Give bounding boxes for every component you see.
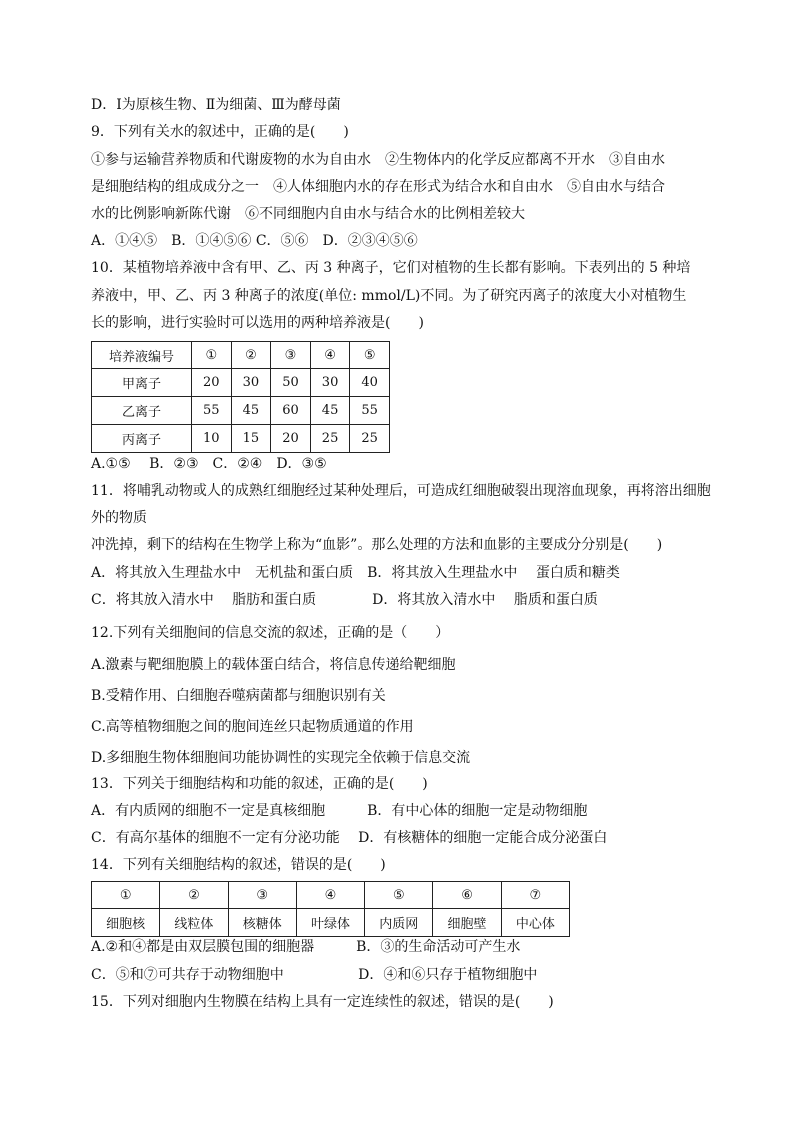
table-row — [92, 425, 390, 453]
table-cell: 丙离子 — [92, 425, 192, 453]
table-cell: 15 — [231, 425, 271, 453]
table-cell: 30 — [231, 369, 271, 397]
table-header-cell: ③ — [271, 342, 311, 369]
q9-statements-1: ①参与运输营养物质和代谢废物的水为自由水 ②生物体内的化学反应都离不开水 ③自由水 — [91, 152, 665, 168]
table-cell: 内质网 — [365, 909, 433, 937]
table-cell: 10 — [192, 425, 232, 453]
ion-concentration-table — [91, 341, 390, 453]
cell-structure-table — [91, 881, 570, 937]
q15-stem: 15．下列对细胞内生物膜在结构上具有一定连续性的叙述，错误的是( ) — [91, 994, 554, 1010]
table-cell: ① — [92, 882, 160, 909]
table-cell: 20 — [192, 369, 232, 397]
q11-stem-1: 11．将哺乳动物或人的成熟红细胞经过某种处理后，可造成红细胞破裂出现溶血现象，再将溶出细胞 — [91, 483, 711, 499]
q11-options-cd: C．将其放入清水中 脂肪和蛋白质 D．将其放入清水中 脂质和蛋白质 — [91, 592, 598, 608]
table-header-cell: 培养液编号 — [92, 342, 192, 369]
table-cell: ⑤ — [365, 882, 433, 909]
q9-statements-2: 是细胞结构的组成成分之一 ④人体细胞内水的存在形式为结合水和自由水 ⑤自由水与结合 — [91, 179, 665, 195]
table-row — [92, 909, 570, 937]
table-cell: 甲离子 — [92, 369, 192, 397]
table-row — [92, 882, 570, 909]
table-cell: ④ — [296, 882, 364, 909]
table-cell: 细胞核 — [92, 909, 160, 937]
q12-stem: 12.下列有关细胞间的信息交流的叙述，正确的是（ ） — [91, 625, 450, 641]
table-cell: 40 — [350, 369, 390, 397]
table-cell: 25 — [310, 425, 350, 453]
q14-options-cd: C．⑤和⑦可共存于动物细胞中 D．④和⑥只存于植物细胞中 — [91, 967, 538, 983]
q11-stem-2: 外的物质 — [91, 510, 147, 526]
table-cell: 25 — [350, 425, 390, 453]
table-cell: 60 — [271, 397, 311, 425]
table-header-cell: ② — [231, 342, 271, 369]
table-cell: 55 — [192, 397, 232, 425]
table-cell: ⑥ — [433, 882, 501, 909]
table-cell: 45 — [231, 397, 271, 425]
q12-option-d: D.多细胞生物体细胞间功能协调性的实现完全依赖于信息交流 — [91, 750, 471, 766]
table-cell: 叶绿体 — [296, 909, 364, 937]
table-cell: 线粒体 — [160, 909, 228, 937]
q10-stem-2: 养液中，甲、乙、丙 3 种离子的浓度(单位: mmol/L)不同。为了研究丙离子的浓度大小对植物生 — [91, 288, 687, 304]
q12-option-b: B.受精作用、白细胞吞噬病菌都与细胞识别有关 — [91, 688, 386, 704]
q9-statements-3: 水的比例影响新陈代谢 ⑥不同细胞内自由水与结合水的比例相差较大 — [91, 206, 525, 222]
q11-options-ab: A．将其放入生理盐水中 无机盐和蛋白质 B．将其放入生理盐水中 蛋白质和糖类 — [91, 565, 620, 581]
table-cell: 乙离子 — [92, 397, 192, 425]
table-cell: ⑦ — [501, 882, 569, 909]
q10-stem-1: 10．某植物培养液中含有甲、乙、丙 3 种离子，它们对植物的生长都有影响。下表列出的 5 种培 — [91, 260, 691, 276]
q13-options-ab: A．有内质网的细胞不一定是真核细胞 B．有中心体的细胞一定是动物细胞 — [91, 803, 588, 819]
table-cell: ② — [160, 882, 228, 909]
q9-options: A．①④⑤ B．①④⑤⑥ C．⑤⑥ D．②③④⑤⑥ — [91, 233, 418, 249]
table-cell: 细胞壁 — [433, 909, 501, 937]
table-cell: ③ — [228, 882, 296, 909]
q8-option-d: D．Ⅰ为原核生物、Ⅱ为细菌、Ⅲ为酵母菌 — [91, 97, 341, 113]
q12-option-a: A.激素与靶细胞膜上的载体蛋白结合，将信息传递给靶细胞 — [91, 657, 456, 673]
table-row — [92, 369, 390, 397]
q9-stem: 9．下列有关水的叙述中，正确的是( ) — [91, 124, 349, 140]
table-cell: 30 — [310, 369, 350, 397]
q14-options-ab: A.②和④都是由双层膜包围的细胞器 B．③的生命活动可产生水 — [91, 939, 521, 955]
table-cell: 20 — [271, 425, 311, 453]
table-cell: 55 — [350, 397, 390, 425]
table-header-cell: ① — [192, 342, 232, 369]
table-cell: 50 — [271, 369, 311, 397]
table-cell: 45 — [310, 397, 350, 425]
q14-stem: 14．下列有关细胞结构的叙述，错误的是( ) — [91, 857, 386, 873]
table-cell: 中心体 — [501, 909, 569, 937]
table-header-cell: ⑤ — [350, 342, 390, 369]
table-cell: 核糖体 — [228, 909, 296, 937]
q10-stem-3: 长的影响，进行实验时可以选用的两种培养液是( ) — [91, 315, 424, 331]
q11-stem-3: 冲洗掉，剩下的结构在生物学上称为“血影”。那么处理的方法和血影的主要成分分别是( ) — [91, 537, 663, 553]
q10-options: A.①⑤ B．②③ C．②④ D．③⑤ — [91, 456, 327, 472]
q13-options-cd: C．有高尔基体的细胞不一定有分泌功能 D．有核糖体的细胞一定能合成分泌蛋白 — [91, 830, 608, 846]
table-row — [92, 397, 390, 425]
q13-stem: 13．下列关于细胞结构和功能的叙述，正确的是( ) — [91, 776, 428, 792]
table-header-cell: ④ — [310, 342, 350, 369]
q12-option-c: C.高等植物细胞之间的胞间连丝只起物质通道的作用 — [91, 719, 414, 735]
